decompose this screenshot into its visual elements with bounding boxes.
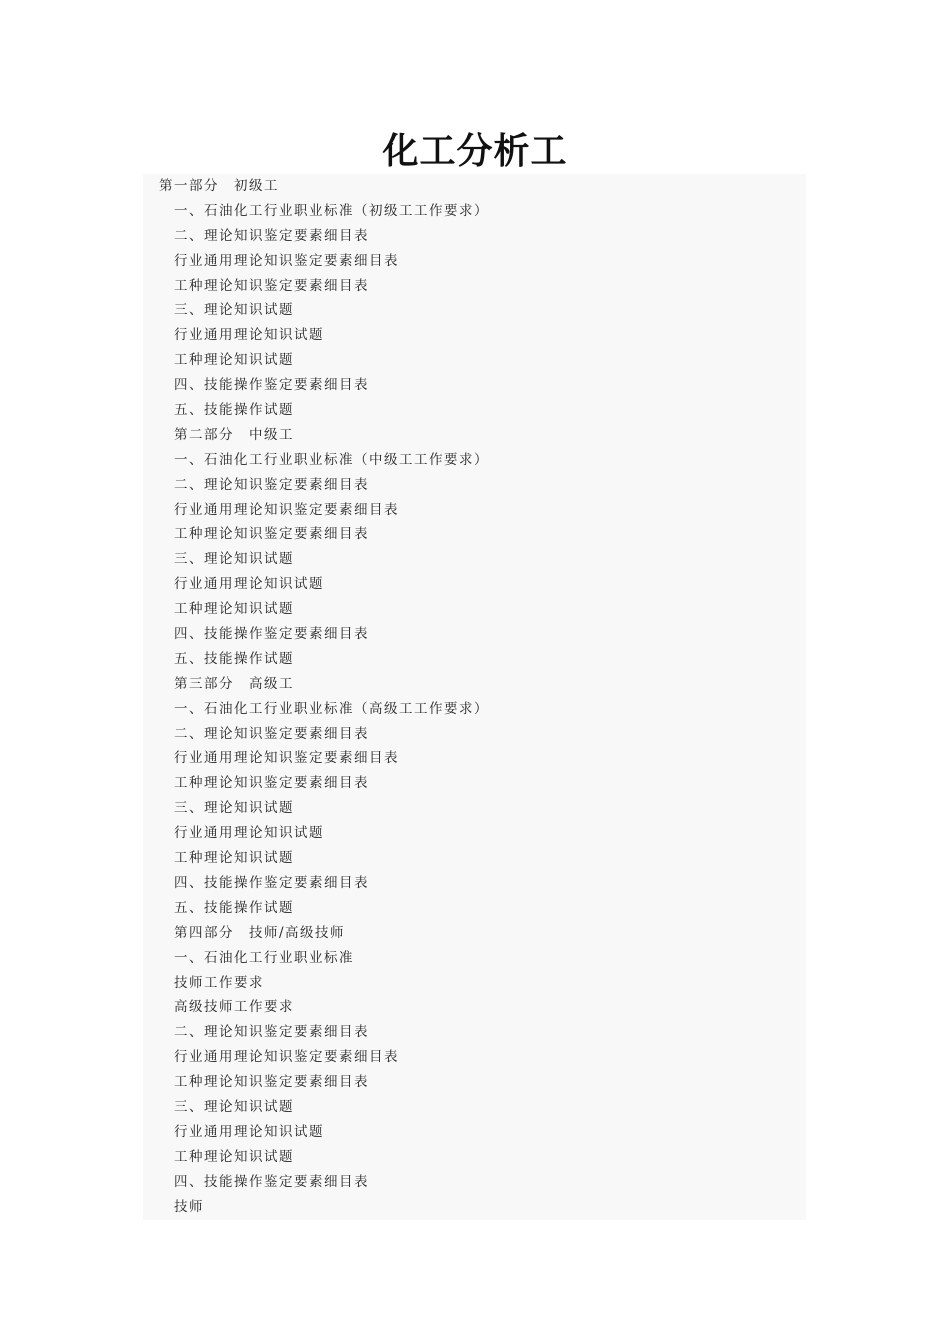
toc-item: 工种理论知识试题: [174, 1148, 294, 1165]
toc-item: 工种理论知识鉴定要素细目表: [174, 775, 369, 792]
toc-item: 一、石油化工行业职业标准（中级工工作要求）: [174, 451, 489, 468]
toc-item: 行业通用理论知识试题: [174, 327, 324, 344]
toc-item: 第四部分 技师/高级技师: [174, 924, 346, 941]
toc-item: 行业通用理论知识试题: [174, 576, 324, 593]
toc-item: 三、理论知识试题: [174, 551, 294, 568]
toc-item: 一、石油化工行业职业标准（初级工工作要求）: [174, 202, 489, 219]
toc-item: 第二部分 中级工: [174, 426, 294, 443]
toc-item: 二、理论知识鉴定要素细目表: [174, 1024, 369, 1041]
page-title: 化工分析工: [382, 131, 568, 172]
toc-item: 四、技能操作鉴定要素细目表: [174, 626, 369, 643]
toc-item: 一、石油化工行业职业标准（高级工工作要求）: [174, 700, 489, 717]
toc-item: 高级技师工作要求: [174, 999, 294, 1016]
toc-item: 二、理论知识鉴定要素细目表: [174, 227, 369, 244]
toc-item: 四、技能操作鉴定要素细目表: [174, 377, 369, 394]
toc-item: 三、理论知识试题: [174, 302, 294, 319]
toc-item: 五、技能操作试题: [174, 899, 294, 916]
toc-item: 行业通用理论知识鉴定要素细目表: [174, 750, 399, 767]
toc-item: 一、石油化工行业职业标准: [174, 949, 354, 966]
table-of-contents: [143, 174, 806, 1220]
toc-item: 工种理论知识试题: [174, 601, 294, 618]
toc-item: 技师工作要求: [174, 974, 264, 991]
toc-item: 五、技能操作试题: [174, 402, 294, 419]
toc-item: 二、理论知识鉴定要素细目表: [174, 725, 369, 742]
toc-item: 行业通用理论知识试题: [174, 825, 324, 842]
toc-item: 四、技能操作鉴定要素细目表: [174, 874, 369, 891]
toc-item: 第三部分 高级工: [174, 675, 294, 692]
toc-item: 工种理论知识鉴定要素细目表: [174, 277, 369, 294]
toc-item: 五、技能操作试题: [174, 650, 294, 667]
toc-item: 四、技能操作鉴定要素细目表: [174, 1173, 369, 1190]
toc-item: 技师: [174, 1198, 204, 1215]
toc-item: 工种理论知识鉴定要素细目表: [174, 526, 369, 543]
toc-item: 工种理论知识鉴定要素细目表: [174, 1074, 369, 1091]
toc-item: 第一部分 初级工: [159, 178, 279, 194]
toc-list: [143, 174, 806, 1219]
toc-item: 工种理论知识试题: [174, 850, 294, 867]
toc-item: 行业通用理论知识试题: [174, 1123, 324, 1140]
toc-item: 行业通用理论知识鉴定要素细目表: [174, 501, 399, 518]
toc-item: 三、理论知识试题: [174, 800, 294, 817]
toc-item: 三、理论知识试题: [174, 1098, 294, 1115]
toc-item: 工种理论知识试题: [174, 352, 294, 369]
toc-item: 行业通用理论知识鉴定要素细目表: [174, 1049, 399, 1066]
toc-item: 二、理论知识鉴定要素细目表: [174, 476, 369, 493]
toc-item: 行业通用理论知识鉴定要素细目表: [174, 252, 399, 269]
